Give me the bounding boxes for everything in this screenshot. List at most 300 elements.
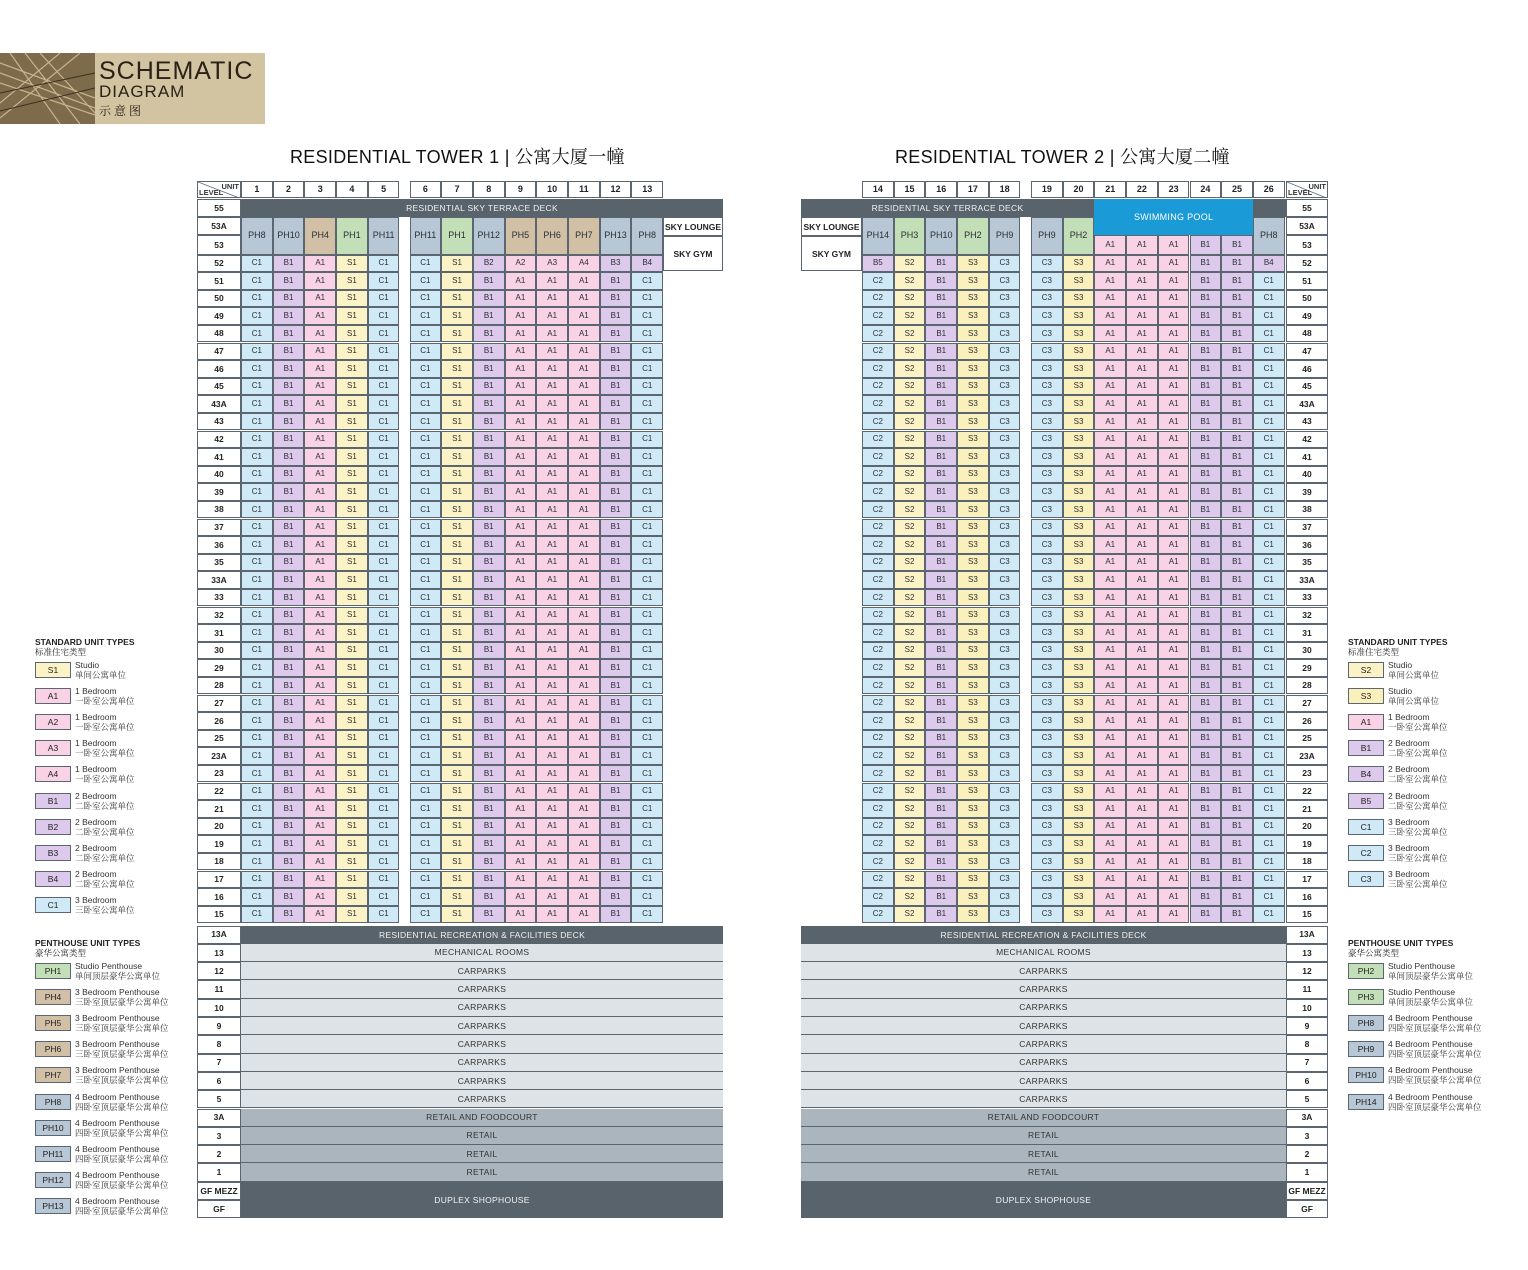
tower2-unit-cell: S2 xyxy=(894,448,926,466)
tower2-unit-cell: A1 xyxy=(1158,571,1190,589)
tower2-unit-cell: C3 xyxy=(1031,466,1063,484)
tower1-level-label: 43A xyxy=(197,395,241,413)
tower2-carparks: CARPARKS xyxy=(801,1072,1286,1090)
unit-corner-label: UNIT xyxy=(221,182,239,191)
tower2-podium-level-label: 7 xyxy=(1286,1054,1328,1072)
tower1-carparks: CARPARKS xyxy=(241,1035,723,1053)
tower1-level-label: 47 xyxy=(197,343,241,361)
tower1-unit-cell: A1 xyxy=(304,483,336,501)
tower1-unit-cell: B1 xyxy=(273,888,305,906)
tower1-unit-cell: A1 xyxy=(568,272,600,290)
legend_left-desc-cn: 一卧室公寓单位 xyxy=(75,722,135,733)
tower1-unit-cell: C1 xyxy=(368,747,400,765)
tower1-unit-cell: A1 xyxy=(568,466,600,484)
tower1-unit-cell: C1 xyxy=(368,818,400,836)
tower1-unit-cell: B1 xyxy=(473,624,505,642)
legend_left-standard-title-cn: 标准住宅类型 xyxy=(35,647,87,657)
tower2-unit-cell: A1 xyxy=(1158,818,1190,836)
tower2-unit-cell: B1 xyxy=(1221,853,1253,871)
tower2-unit-cell: S3 xyxy=(957,853,989,871)
legend_left-desc-cn: 单间公寓单位 xyxy=(75,670,127,680)
tower1-unit-cell: B1 xyxy=(473,360,505,378)
tower1-unit-cell: B1 xyxy=(473,413,505,431)
legend_left-desc-en: 3 Bedroom Penthouse xyxy=(75,1065,160,1076)
header-artwork xyxy=(0,53,95,124)
tower1-level-label: 39 xyxy=(197,483,241,501)
tower1-unit-cell: A1 xyxy=(568,730,600,748)
tower1-unit-cell: C1 xyxy=(410,554,442,572)
tower1-podium-level-label: 7 xyxy=(197,1054,241,1072)
tower2-unit-cell: B1 xyxy=(1190,519,1222,537)
legend_left-desc-cn: 三卧室顶层豪华公寓单位 xyxy=(75,997,169,1008)
tower1-unit-cell: A1 xyxy=(505,765,537,783)
tower2-unit-cell: A1 xyxy=(1094,431,1126,449)
tower1-level-label: 53 xyxy=(197,235,241,255)
legend_left-desc-en: 4 Bedroom Penthouse xyxy=(75,1195,160,1206)
tower1-unit-header: 4 xyxy=(336,181,368,198)
tower2-unit-cell: C1 xyxy=(1253,571,1285,589)
tower1-unit-cell: S1 xyxy=(336,536,368,554)
tower1-level-label: 29 xyxy=(197,659,241,677)
tower2-unit-cell: S3 xyxy=(957,519,989,537)
tower1-unit-cell: A1 xyxy=(505,395,537,413)
tower1-unit-cell: C1 xyxy=(410,712,442,730)
legend_left-desc-en: Studio Penthouse xyxy=(75,961,143,971)
tower2-unit-cell: A1 xyxy=(1126,607,1158,625)
tower1-unit-cell: S1 xyxy=(441,659,473,677)
tower1-unit-cell: A1 xyxy=(304,554,336,572)
tower1-level-label: 30 xyxy=(197,642,241,660)
tower2-unit-cell: C2 xyxy=(862,536,894,554)
tower1-level-label: 31 xyxy=(197,624,241,642)
tower1-unit-cell: A1 xyxy=(304,695,336,713)
tower2-unit-cell: B1 xyxy=(925,519,957,537)
tower2-unit-cell: A1 xyxy=(1094,483,1126,501)
tower2-unit-cell: C2 xyxy=(862,906,894,924)
tower2-unit-cell: C3 xyxy=(989,765,1021,783)
tower1-unit-cell: B1 xyxy=(273,642,305,660)
tower2-unit-cell: A1 xyxy=(1094,888,1126,906)
tower1-unit-cell: A1 xyxy=(568,483,600,501)
tower2-unit-cell: B1 xyxy=(1221,272,1253,290)
tower2-unit-cell: A1 xyxy=(1094,290,1126,308)
tower1-level-label: 16 xyxy=(197,888,241,906)
tower2-unit-cell: C3 xyxy=(989,888,1021,906)
unit-corner-label: UNIT xyxy=(1308,182,1326,191)
tower1-unit-cell: C1 xyxy=(368,536,400,554)
tower2-level-label: 38 xyxy=(1286,501,1328,519)
tower2-unit-cell: C1 xyxy=(1253,712,1285,730)
tower2-unit-cell: C3 xyxy=(1031,431,1063,449)
tower1-unit-cell: S1 xyxy=(336,466,368,484)
tower1-unit-cell: S1 xyxy=(441,783,473,801)
legend_right-desc-en: Studio Penthouse xyxy=(1388,961,1456,971)
tower1-unit-cell: A1 xyxy=(505,747,537,765)
tower1-unit-cell: C1 xyxy=(368,290,400,308)
tower2-unit-cell: A1 xyxy=(1094,466,1126,484)
tower1-unit-cell: B1 xyxy=(273,483,305,501)
legend_left-desc-cn: 四卧室顶层豪华公寓单位 xyxy=(75,1153,169,1164)
tower2-unit-cell: S3 xyxy=(957,659,989,677)
tower2-unit-cell: A1 xyxy=(1158,695,1190,713)
tower1-unit-cell: A1 xyxy=(505,378,537,396)
tower1-unit-cell: A1 xyxy=(536,589,568,607)
tower2-unit-cell: S3 xyxy=(1063,466,1095,484)
tower1-unit-cell: A1 xyxy=(505,431,537,449)
tower1-unit-cell: B1 xyxy=(600,448,632,466)
tower1-unit-cell: C1 xyxy=(631,483,663,501)
tower1-unit-cell: S1 xyxy=(336,730,368,748)
tower1-unit-cell: A1 xyxy=(505,906,537,924)
tower1-penthouse-ph1: PH1 xyxy=(441,217,473,255)
tower2-unit-cell: B1 xyxy=(1190,607,1222,625)
tower1-unit-cell: B1 xyxy=(473,343,505,361)
tower1-unit-cell: S1 xyxy=(441,712,473,730)
tower1-unit-cell: C1 xyxy=(410,395,442,413)
legend_right-desc-cn: 四卧室顶层豪华公寓单位 xyxy=(1388,1023,1482,1034)
tower2-unit-cell: A1 xyxy=(1094,747,1126,765)
tower2-unit-cell: C3 xyxy=(1031,554,1063,572)
tower1-unit-cell: B1 xyxy=(473,466,505,484)
tower2-unit-cell: B1 xyxy=(1221,325,1253,343)
tower1-unit-cell: A1 xyxy=(505,800,537,818)
tower1-unit-cell: C1 xyxy=(368,307,400,325)
tower2-unit-cell: B1 xyxy=(1190,695,1222,713)
tower2-unit-cell: S3 xyxy=(957,800,989,818)
tower2-unit-cell: C3 xyxy=(989,730,1021,748)
tower2-unit-cell: A1 xyxy=(1126,448,1158,466)
header-title-schematic: SCHEMATIC xyxy=(99,57,254,85)
tower1-unit-cell: C1 xyxy=(241,343,273,361)
tower1-unit-cell: S1 xyxy=(336,501,368,519)
tower1-sky-terrace-deck: RESIDENTIAL SKY TERRACE DECK xyxy=(241,199,723,217)
legend_right-swatch-c3: C3 xyxy=(1348,871,1384,887)
tower2-unit-cell: S2 xyxy=(894,730,926,748)
tower1-unit-cell: S1 xyxy=(336,695,368,713)
tower2-unit-cell: C2 xyxy=(862,677,894,695)
tower2-carparks: CARPARKS xyxy=(801,1054,1286,1072)
tower1-unit-cell: A1 xyxy=(505,448,537,466)
tower1-unit-cell: S1 xyxy=(336,519,368,537)
tower2-unit-cell: C2 xyxy=(862,747,894,765)
tower2-unit-cell: A1 xyxy=(1094,695,1126,713)
tower1-unit-cell: C1 xyxy=(368,800,400,818)
tower2-unit-cell: C2 xyxy=(862,571,894,589)
legend_left-desc-cn: 三卧室顶层豪华公寓单位 xyxy=(75,1023,169,1034)
tower1-unit-cell: S1 xyxy=(441,730,473,748)
tower2-unit-cell: C3 xyxy=(1031,695,1063,713)
tower2-unit-cell: B1 xyxy=(1221,378,1253,396)
tower2-penthouse-ph9: PH9 xyxy=(1031,217,1063,255)
tower2-unit-cell: C3 xyxy=(989,624,1021,642)
tower2-unit-cell: C1 xyxy=(1253,272,1285,290)
tower1-unit-cell: B1 xyxy=(600,871,632,889)
tower1-podium-level-label: 3 xyxy=(197,1127,241,1145)
tower2-unit-cell: S2 xyxy=(894,835,926,853)
legend_right-swatch-ph2: PH2 xyxy=(1348,963,1384,979)
tower2-unit-cell: C3 xyxy=(1031,519,1063,537)
tower1-unit-cell: A1 xyxy=(536,906,568,924)
tower2-unit-cell: C3 xyxy=(1031,835,1063,853)
tower1-unit-cell: B1 xyxy=(600,730,632,748)
legend_left-swatch-ph8: PH8 xyxy=(35,1094,71,1110)
tower1-unit-cell: S1 xyxy=(441,378,473,396)
tower1-unit-cell: A1 xyxy=(536,360,568,378)
tower1-unit-cell: C1 xyxy=(410,290,442,308)
tower2-unit-cell: S2 xyxy=(894,325,926,343)
tower2-level-label: 40 xyxy=(1286,466,1328,484)
legend_right-desc-en: 4 Bedroom Penthouse xyxy=(1388,1065,1473,1076)
legend_left-swatch-ph10: PH10 xyxy=(35,1120,71,1136)
tower2-level-label: 21 xyxy=(1286,800,1328,818)
tower1-unit-cell: S1 xyxy=(336,765,368,783)
tower1-unit-cell: B1 xyxy=(473,307,505,325)
tower2-unit-header: 18 xyxy=(989,181,1021,198)
tower1-unit-cell: C1 xyxy=(241,835,273,853)
tower2-unit-cell: C3 xyxy=(1031,871,1063,889)
tower1-unit-cell: C1 xyxy=(410,677,442,695)
tower2-unit-cell: B1 xyxy=(1190,413,1222,431)
tower1-unit-cell: C1 xyxy=(631,677,663,695)
tower2-unit-cell: B1 xyxy=(925,395,957,413)
tower2-unit-cell: B1 xyxy=(1221,589,1253,607)
tower2-unit-cell: A1 xyxy=(1126,783,1158,801)
tower1-retail: RETAIL xyxy=(241,1163,723,1181)
tower2-unit-cell: A1 xyxy=(1126,307,1158,325)
tower2-unit-header: 17 xyxy=(957,181,989,198)
tower2-penthouse-ph2: PH2 xyxy=(957,217,989,255)
tower1-unit-cell: C1 xyxy=(368,483,400,501)
tower2-unit-cell: B1 xyxy=(1190,747,1222,765)
tower2-unit-cell: B1 xyxy=(925,343,957,361)
tower1-unit-cell: A1 xyxy=(304,677,336,695)
tower1-unit-cell: A1 xyxy=(505,624,537,642)
tower2-unit-cell: C3 xyxy=(989,483,1021,501)
tower1-unit-cell: C1 xyxy=(410,695,442,713)
tower2-unit-cell: A1 xyxy=(1094,765,1126,783)
tower2-unit-header: 25 xyxy=(1221,181,1253,198)
tower1-unit-cell: C1 xyxy=(410,536,442,554)
tower2-unit-cell: A1 xyxy=(1126,272,1158,290)
tower1-unit-cell: S1 xyxy=(441,677,473,695)
tower1-carparks: CARPARKS xyxy=(241,1054,723,1072)
tower1-unit-cell: S1 xyxy=(336,906,368,924)
legend_left-desc-cn: 三卧室公寓单位 xyxy=(75,904,135,915)
tower1-unit-cell: B1 xyxy=(473,800,505,818)
tower1-unit-cell: C1 xyxy=(410,888,442,906)
tower2-unit-cell: S3 xyxy=(1063,519,1095,537)
tower1-unit-cell: B1 xyxy=(600,554,632,572)
tower2-unit-cell: C1 xyxy=(1253,483,1285,501)
tower2-unit-cell: B1 xyxy=(1190,589,1222,607)
tower1-unit-cell: A1 xyxy=(536,378,568,396)
tower1-unit-cell: C1 xyxy=(631,906,663,924)
tower1-unit-cell: A1 xyxy=(568,431,600,449)
tower1-unit-cell: B1 xyxy=(273,378,305,396)
tower1-unit-cell: C1 xyxy=(410,501,442,519)
tower1-level-label: 20 xyxy=(197,818,241,836)
tower1-unit-cell: C1 xyxy=(368,378,400,396)
tower2-unit-cell: B1 xyxy=(925,642,957,660)
tower1-unit-cell: C1 xyxy=(410,747,442,765)
legend_left-desc-cn: 四卧室顶层豪华公寓单位 xyxy=(75,1205,169,1216)
tower1-unit-cell: B1 xyxy=(600,307,632,325)
tower1-unit-cell: S1 xyxy=(336,888,368,906)
legend_right-swatch-ph8: PH8 xyxy=(1348,1015,1384,1031)
tower2-unit-cell: S3 xyxy=(957,677,989,695)
tower2-unit-cell: A1 xyxy=(1094,255,1126,273)
tower1-unit-cell: C1 xyxy=(631,659,663,677)
tower1-unit-cell: S1 xyxy=(441,343,473,361)
legend_right-desc-cn: 一卧室公寓单位 xyxy=(1388,722,1448,733)
tower2-carparks: CARPARKS xyxy=(801,999,1286,1017)
legend_right-desc-cn: 单间顶层豪华公寓单位 xyxy=(1388,997,1474,1008)
tower2-unit-cell: A1 xyxy=(1158,607,1190,625)
tower1-unit-cell: A1 xyxy=(505,642,537,660)
tower1-level-label: 50 xyxy=(197,290,241,308)
legend_left-swatch-ph13: PH13 xyxy=(35,1198,71,1214)
tower1-podium-level-label: 5 xyxy=(197,1090,241,1108)
tower2-unit-cell: A1 xyxy=(1126,519,1158,537)
tower1-unit-cell: C1 xyxy=(410,431,442,449)
tower2-unit-header: 24 xyxy=(1190,181,1222,198)
legend_left-desc-cn: 二卧室公寓单位 xyxy=(75,800,135,811)
tower1-unit-cell: C1 xyxy=(410,906,442,924)
tower1-penthouse-ph7: PH7 xyxy=(568,217,600,255)
tower1-carparks: CARPARKS xyxy=(241,1017,723,1035)
tower1-unit-cell: C1 xyxy=(241,413,273,431)
legend_right-desc-en: 2 Bedroom xyxy=(1388,764,1430,775)
tower1-level-label: 17 xyxy=(197,871,241,889)
tower1-unit-cell: C1 xyxy=(410,783,442,801)
tower2-unit-cell: C1 xyxy=(1253,519,1285,537)
tower1-unit-cell: S1 xyxy=(336,343,368,361)
tower1-unit-cell: S1 xyxy=(441,906,473,924)
tower1-unit-cell: C1 xyxy=(631,642,663,660)
tower1-unit-cell: A1 xyxy=(536,730,568,748)
tower1-unit-cell: B1 xyxy=(273,853,305,871)
tower1-unit-cell: C1 xyxy=(241,906,273,924)
tower1-unit-cell: A1 xyxy=(568,554,600,572)
tower2-unit-cell: C1 xyxy=(1253,607,1285,625)
tower2-unit-cell: B1 xyxy=(1190,677,1222,695)
tower1-unit-cell: S1 xyxy=(441,325,473,343)
tower1-unit-cell: B1 xyxy=(600,800,632,818)
tower2-unit-cell: S2 xyxy=(894,255,926,273)
tower1-unit-cell: B1 xyxy=(473,765,505,783)
tower2-unit-cell: A1 xyxy=(1126,853,1158,871)
tower1-unit-cell: C1 xyxy=(241,783,273,801)
tower2-unit-cell: C2 xyxy=(862,712,894,730)
tower1-unit-cell: A1 xyxy=(536,818,568,836)
tower1-unit-cell: A1 xyxy=(505,501,537,519)
tower2-penthouse-ph10: PH10 xyxy=(925,217,957,255)
tower1-unit-cell: B1 xyxy=(273,624,305,642)
legend_right-swatch-c2: C2 xyxy=(1348,845,1384,861)
tower1-unit-cell: A1 xyxy=(304,431,336,449)
tower2-unit-cell: S2 xyxy=(894,871,926,889)
tower1-unit-cell: A1 xyxy=(304,906,336,924)
tower1-unit-cell: B1 xyxy=(600,677,632,695)
header-title-diagram: DIAGRAM xyxy=(99,82,186,101)
tower2-unit-cell: S2 xyxy=(894,378,926,396)
tower1-unit-cell: A1 xyxy=(505,835,537,853)
tower2-unit-cell: B1 xyxy=(925,325,957,343)
tower1-unit-header: 13 xyxy=(631,181,663,198)
tower2-unit-cell: B1 xyxy=(925,589,957,607)
legend_left-swatch-b1: B1 xyxy=(35,793,71,809)
tower1-unit-cell: A1 xyxy=(536,642,568,660)
tower1-level-label: 15 xyxy=(197,906,241,924)
legend_left-desc-cn: 二卧室公寓单位 xyxy=(75,852,135,863)
tower2-unit-cell: C3 xyxy=(989,378,1021,396)
tower2-unit-cell: B1 xyxy=(1190,290,1222,308)
tower1-unit-cell: C1 xyxy=(368,589,400,607)
tower2-unit-cell: C2 xyxy=(862,290,894,308)
tower1-unit-cell: A1 xyxy=(536,783,568,801)
tower2-unit-cell: B1 xyxy=(1190,835,1222,853)
tower1-unit-cell: S1 xyxy=(441,448,473,466)
tower1-unit-cell: S1 xyxy=(336,413,368,431)
tower1-unit-cell: A1 xyxy=(568,360,600,378)
tower2-unit-cell: A1 xyxy=(1094,835,1126,853)
tower2-unit-cell: B1 xyxy=(925,835,957,853)
tower2-unit-cell: B1 xyxy=(1190,624,1222,642)
tower2-unit-cell: B1 xyxy=(1221,659,1253,677)
tower2-unit-cell: S3 xyxy=(957,765,989,783)
tower1-unit-cell: B1 xyxy=(273,395,305,413)
tower2-unit-cell: C3 xyxy=(1031,730,1063,748)
tower2-unit-cell: B1 xyxy=(1190,888,1222,906)
tower2-unit-header: 15 xyxy=(894,181,926,198)
tower2-unit-cell: C1 xyxy=(1253,501,1285,519)
legend_left-swatch-c1: C1 xyxy=(35,897,71,913)
tower1-unit-cell: A1 xyxy=(505,888,537,906)
tower1-unit-cell: A1 xyxy=(568,378,600,396)
tower1-unit-cell: C1 xyxy=(410,307,442,325)
tower1-unit-cell: C1 xyxy=(631,853,663,871)
tower1-unit-cell: B1 xyxy=(273,571,305,589)
tower1-penthouse-ph11: PH11 xyxy=(368,217,400,255)
tower1-level-label: 42 xyxy=(197,431,241,449)
tower2-unit-cell: A1 xyxy=(1158,800,1190,818)
tower1-unit-cell: C1 xyxy=(241,642,273,660)
tower1-unit-cell: S1 xyxy=(441,624,473,642)
tower2-unit-cell: C2 xyxy=(862,730,894,748)
tower1-unit-cell: B1 xyxy=(473,747,505,765)
tower2-unit-cell: B1 xyxy=(1190,536,1222,554)
tower2-unit-cell: C2 xyxy=(862,343,894,361)
tower2-unit-cell: C3 xyxy=(989,695,1021,713)
tower2-retail: RETAIL xyxy=(801,1145,1286,1163)
tower2-unit-cell: C3 xyxy=(989,571,1021,589)
legend_left-desc-en: 2 Bedroom xyxy=(75,816,117,827)
tower2-unit-cell: A1 xyxy=(1126,712,1158,730)
legend_left-desc-en: 3 Bedroom Penthouse xyxy=(75,1039,160,1050)
tower2-unit-cell: C1 xyxy=(1253,695,1285,713)
tower1-unit-cell: A1 xyxy=(505,818,537,836)
tower1-unit-cell: C1 xyxy=(241,378,273,396)
tower1-unit-cell: A1 xyxy=(536,536,568,554)
tower1-unit-cell: C1 xyxy=(241,255,273,273)
tower2-unit-cell: S2 xyxy=(894,747,926,765)
tower1-unit-cell: B1 xyxy=(273,800,305,818)
tower2-unit-cell: S3 xyxy=(957,871,989,889)
tower1-unit-cell: S1 xyxy=(336,783,368,801)
tower1-unit-cell: B1 xyxy=(600,360,632,378)
tower2-unit-cell: C3 xyxy=(1031,624,1063,642)
tower1-unit-cell: C1 xyxy=(410,272,442,290)
